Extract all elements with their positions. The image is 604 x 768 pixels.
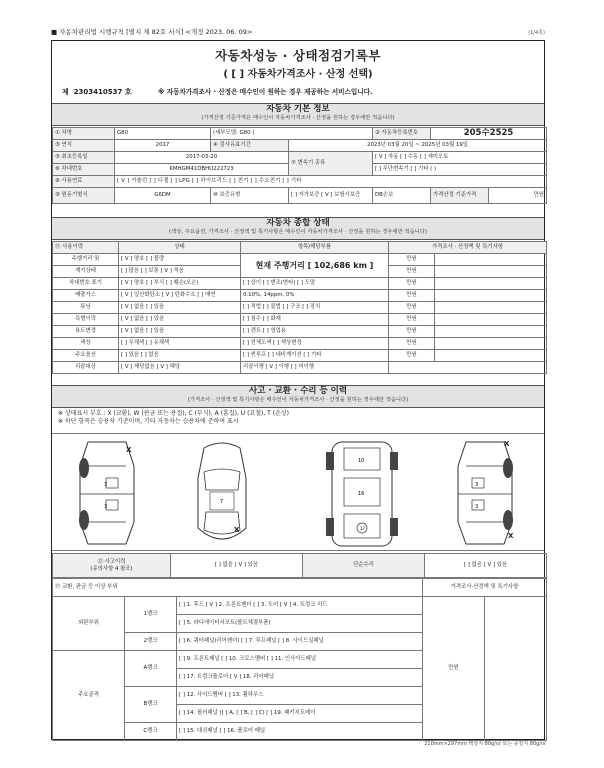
- svg-text:3: 3: [475, 482, 479, 488]
- history-label: ⑫ 사고이력 (유의사항 4 참조): [53, 554, 171, 578]
- overall-row-state: [ V ] 없음 [ ] 있음: [119, 326, 241, 338]
- col-price: 가격조사 · 산정액 및 특기사항: [389, 242, 547, 254]
- svg-text:3: 3: [104, 504, 108, 510]
- status-legend: ※ 상태표시 부호 : X (교환), W (판금 또는 용접), C (부식), A (흠집), U (요철), T (손상) ※ 하단 항목은 승용차 기준이며, 기타 자동차는 승용차에 준하여 표시: [58, 410, 290, 426]
- registration-number: 2303410537: [73, 88, 123, 96]
- svg-text:10: 10: [358, 458, 365, 464]
- form-frame: [51, 40, 545, 740]
- overall-row-state: [ V ] 없음 [ ] 있음: [119, 302, 241, 314]
- first-reg-label: ⑤ 최초등록일: [53, 152, 115, 164]
- col-part: 항목/해당부품: [241, 242, 389, 254]
- price-service-note: ※ 자동차가격조사 · 산정은 매수인이 원하는 경우 제공하는 서비스입니다.: [158, 88, 373, 96]
- plate-number: 205수2525: [431, 128, 547, 140]
- detail-model: (세부모델: G80 ): [211, 128, 373, 140]
- mark-bottom-right: X: [508, 532, 514, 540]
- overall-state-table: [52, 241, 547, 374]
- car-frame-diagram: [322, 438, 402, 550]
- price-unit: 만원: [389, 314, 435, 326]
- overall-row-item: 배출가스: [53, 290, 119, 302]
- exchange-parts-table: [52, 578, 547, 741]
- overall-row-part: [ ] 적법 [ ] 불법 [ ] 구조 [ ] 장치: [241, 302, 389, 314]
- rank-b: B랭크: [125, 687, 177, 723]
- overall-row-state: [ V ] 없음 [ ] 있음: [119, 314, 241, 326]
- overall-state-header: 자동차 종합 상태 (색상, 주요옵션, 가격조사 · 산정액 및 특기사항은 매수인이 자동차가격조사 · 산정을 원하는 경우에만 적습니다): [52, 217, 544, 240]
- history-value: [ ] 없음 [ V ] 있음: [171, 554, 303, 578]
- fuel-label: ⑧ 사용연료: [53, 176, 115, 188]
- overall-row-part: [ ] 썬루프 [ ] 네비게이션 [ ] 기타: [241, 350, 389, 362]
- rank-1-items-a: [ ] 1. 후드 [ V ] 2. 프론트펜더 [ ] 3. 도어 [ V ] 4. 트렁크 리드: [177, 597, 423, 615]
- year-label: ③ 연식: [53, 140, 115, 152]
- car-left-side-diagram: [68, 438, 148, 548]
- overall-row-state: [ ] 많음 [ ] 보통 [ V ] 적음: [119, 266, 241, 278]
- insurer: DB손보: [373, 188, 431, 204]
- price-base-unit: 만원: [489, 188, 547, 204]
- header: [51, 28, 545, 40]
- basic-info-header: 자동차 기본 정보 (가격산정 기준가격은 매수인이 자동차가격조사 · 산정을 원하는 경우에만 적습니다): [52, 103, 544, 126]
- inspect-label: ④ 검사유효기간: [211, 140, 289, 152]
- subtitle: ( [ ] 자동차가격조사 · 산정 선택): [223, 69, 373, 80]
- price-unit: 만원: [389, 338, 435, 350]
- exchange-label: ⑬ 교환, 판금 등 이상 부위: [53, 579, 423, 597]
- overall-row-item: 리콜대상: [53, 362, 119, 374]
- vin-label: ⑥ 차대번호: [53, 164, 115, 176]
- main-frame-label: 주요골격: [53, 651, 125, 741]
- price-unit: 만원: [389, 350, 435, 362]
- vin-value: KMHGM41DBHU222723: [115, 164, 289, 176]
- overall-row-state: [ V ] 일산화탄소 [ V ] 탄화수소 [ ] 매연: [119, 290, 241, 302]
- regulation-text: ■ 자동차관리법 시행규칙 [별지 제 82호 서식] <개정 2023. 06. 09>: [51, 28, 253, 36]
- exchange-price-label: 가격조사·산정액 및 특기사항: [423, 579, 547, 597]
- price-unit: 만원: [389, 278, 435, 290]
- overall-row-item: 튜닝: [53, 302, 119, 314]
- overall-row-item: 특별이력: [53, 314, 119, 326]
- overall-row-state: [ ] 있음 [ ] 없음: [119, 350, 241, 362]
- warranty-options: ⑩ 보증유형: [211, 188, 289, 204]
- svg-text:3: 3: [475, 504, 479, 510]
- rank-b-items-a: [ ] 12. 사이드멤버 [ ] 13. 휠하우스: [177, 687, 423, 705]
- svg-text:7: 7: [220, 499, 224, 505]
- rank-c-items: [ ] 15. 대쉬패널 [ ] 16. 플로어 패널: [177, 723, 423, 741]
- year-value: 2017: [115, 140, 211, 152]
- car-name: G80: [115, 128, 211, 140]
- car-diagrams: [52, 433, 544, 551]
- outer-panel-label: 외판부위: [53, 597, 125, 651]
- col-state: 상태: [119, 242, 241, 254]
- price-unit: 만원: [389, 326, 435, 338]
- car-right-side-diagram: [444, 438, 524, 548]
- overall-row-part: [ ] 침수 [ ] 화재: [241, 314, 389, 326]
- simple-repair-label: 단순수리: [303, 554, 425, 578]
- overall-row-part: 0.10%, 14ppm, 0%: [241, 290, 389, 302]
- overall-row-state: [ V ] 양호 [ ] 부식 [ ] 훼손(오손): [119, 278, 241, 290]
- price-unit: 만원: [389, 290, 435, 302]
- warranty-values: [ ] 자가보증 [ V ] 보험사보증: [289, 188, 373, 204]
- accident-history-table: [52, 553, 547, 578]
- overall-row-item: 차대번호 표기: [53, 278, 119, 290]
- basic-info-table: [52, 127, 547, 204]
- overall-row-item: 용도변경: [53, 326, 119, 338]
- rank-a-items-b: [ ] 17. 트렁크플로어 [ V ] 18. 리어패널: [177, 669, 423, 687]
- overall-row-state: [ V ] 양호 [ ] 불량: [119, 254, 241, 266]
- engine-label: ⑨ 원동기형식: [53, 188, 115, 204]
- price-unit: 만원: [389, 254, 435, 266]
- accident-header: 사고 · 교환 · 수리 등 이력 (가격조사 · 산정액 및 특기사항은 매수인이 자동차가격조사 · 산정을 원하는 경우에만 적습니다): [52, 385, 544, 408]
- overall-row-part: 리콜이행 [ V ] 이행 [ ] 미이행: [241, 362, 389, 374]
- odometer-value: 현재 주행거리 [ 102,686 km ]: [241, 254, 389, 278]
- plate-label: ② 자동차등록번호: [373, 128, 431, 140]
- page-number: (1/4쪽): [528, 30, 545, 36]
- simple-repair-value: [ ] 없음 [ V ] 있음: [425, 554, 547, 578]
- mark-top: X: [234, 526, 240, 534]
- overall-row-item: 주요옵션: [53, 350, 119, 362]
- registration-line: 제 2303410537 호 ※ 자동차가격조사 · 산정은 매수인이 원하는 경우 제공하는 서비스입니다.: [62, 88, 373, 96]
- paper-spec: 210mm×297mm 백상지 80g/㎡ 또는 중질지 80g/㎡: [424, 741, 546, 747]
- rank-a: A랭크: [125, 651, 177, 687]
- overall-row-part: [ ] 렌트 [ ] 영업용: [241, 326, 389, 338]
- rank-a-items-a: [ ] 9. 프론트패널 [ ] 10. 크로스멤버 [ ] 11. 인사이드패널: [177, 651, 423, 669]
- rank-b-items-b: [ ] 14. 필러패널 ([ ] A, [ ] B, [ ] C) [ ] 19. 패키지트레이: [177, 705, 423, 723]
- car-top-diagram: [182, 438, 262, 550]
- col-history: ⑪ 사용이력: [53, 242, 119, 254]
- inspect-period: 2023년 03월 20일 ~ 2025년 03월 19일: [289, 140, 547, 152]
- overall-row-item: 색상: [53, 338, 119, 350]
- price-base-label: 가격산정 기준가격: [431, 188, 489, 204]
- overall-row-item: 주행거리 및: [53, 254, 119, 266]
- trans-options-1: [ V ] 자동 [ ] 수동 [ ] 세미오토: [373, 152, 547, 164]
- car-name-label: ① 차명: [53, 128, 115, 140]
- price-unit: 만원: [389, 266, 435, 278]
- first-reg-value: 2017-03-20: [115, 152, 289, 164]
- rank-1: 1랭크: [125, 597, 177, 633]
- fuel-options: [ V ] 가솔린 [ ] 디젤 [ ] LPG [ ] 하이브리드 [ ] 전기 [ ] 수소전기 [ ] 기타: [115, 176, 547, 188]
- rank-1-items-b: [ ] 5. 라디에이터서포트(볼트체결부품): [177, 615, 423, 633]
- overall-row-state: [ V ] 해당없음 [ V ] 해당: [119, 362, 241, 374]
- svg-text:3: 3: [104, 482, 108, 488]
- page-title: 자동차성능 · 상태점검기록부: [215, 48, 381, 63]
- price-unit: 만원: [389, 302, 435, 314]
- overall-row-state: [ ] 무채색 [ ] 유채색: [119, 338, 241, 350]
- rank-2-items: [ ] 6. 쿼터패널(리어펜더) [ ] 7. 루프패널 [ ] 8. 사이드실패널: [177, 633, 423, 651]
- overall-row-item: 계기상태: [53, 266, 119, 278]
- rank-c: C랭크: [125, 723, 177, 741]
- mark-rear-right: X: [504, 440, 510, 448]
- mark-front-left: X: [126, 446, 132, 454]
- svg-text:16: 16: [358, 491, 365, 497]
- trans-label: ⑦ 변속기 종류: [289, 152, 373, 176]
- svg-text:17: 17: [360, 526, 366, 531]
- overall-row-part: [ ] 전체도색 [ ] 색상변경: [241, 338, 389, 350]
- rank-2: 2랭크: [125, 633, 177, 651]
- exchange-price-unit: 만원: [423, 597, 485, 741]
- trans-options-2: [ ] 무단변속기 [ ] 기타 ( ): [373, 164, 547, 176]
- engine-value: G6DM: [115, 188, 211, 204]
- overall-row-part: [ ] 상이 [ ] 변조(변타) [ ] 도말: [241, 278, 389, 290]
